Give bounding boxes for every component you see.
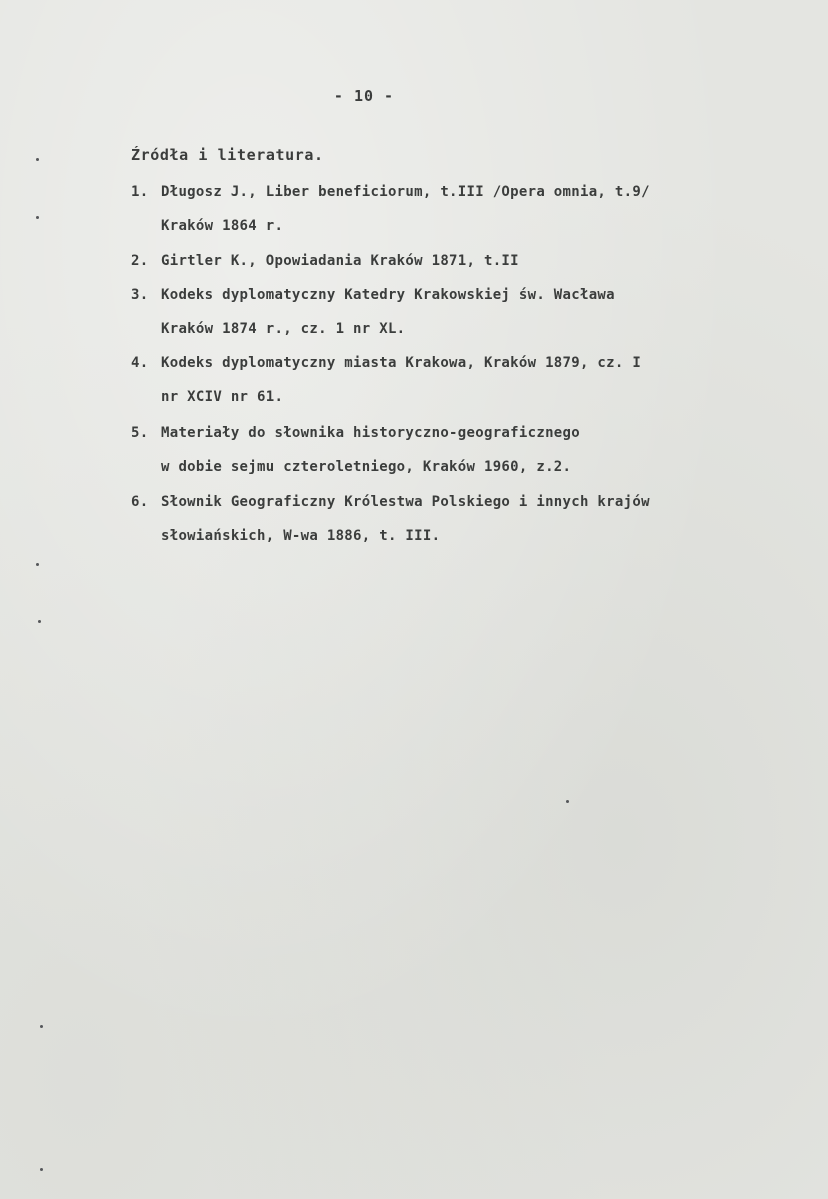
entry-continuation: nr XCIV nr 61.	[161, 389, 284, 405]
entry-continuation: w dobie sejmu czteroletniego, Kraków 1960, z.2.	[161, 459, 572, 475]
entry-continuation: Kraków 1864 r.	[161, 218, 284, 234]
entry-continuation: słowiańskich, W-wa 1886, t. III.	[161, 528, 441, 544]
entry-text: Kodeks dyplomatyczny Katedry Krakowskiej św. Wacława	[161, 287, 615, 303]
entry-text: Materiały do słownika historyczno-geograficznego	[161, 425, 580, 441]
section-heading: Źródła i literatura.	[131, 146, 324, 164]
scan-speck	[40, 1168, 43, 1171]
bibliography-entry-6	[131, 494, 650, 510]
scan-speck	[36, 216, 39, 219]
entry-text: Girtler K., Opowiadania Kraków 1871, t.II	[161, 253, 519, 269]
scan-speck	[40, 1025, 43, 1028]
entry-text: Kodeks dyplomatyczny miasta Krakowa, Kraków 1879, cz. I	[161, 355, 642, 371]
page-number: - 10 -	[333, 87, 395, 105]
bibliography-entry-5	[131, 425, 580, 441]
entry-number: 3.	[131, 287, 149, 303]
entry-number: 2.	[131, 253, 149, 269]
entry-continuation: Kraków 1874 r., cz. 1 nr XL.	[161, 321, 406, 337]
scan-speck	[38, 620, 41, 623]
bibliography-entry-2	[131, 253, 519, 269]
entry-number: 5.	[131, 425, 149, 441]
bibliography-entry-4	[131, 355, 641, 371]
entry-text: Słownik Geograficzny Królestwa Polskiego i innych krajów	[161, 494, 650, 510]
scan-speck	[36, 563, 39, 566]
entry-number: 4.	[131, 355, 149, 371]
bibliography-entry-3	[131, 287, 615, 303]
entry-number: 6.	[131, 494, 149, 510]
bibliography-entry-1	[131, 184, 650, 200]
scan-speck	[566, 800, 569, 803]
entry-text: Długosz J., Liber beneficiorum, t.III /Opera omnia, t.9/	[161, 184, 650, 200]
scan-speck	[36, 158, 39, 161]
entry-number: 1.	[131, 184, 149, 200]
